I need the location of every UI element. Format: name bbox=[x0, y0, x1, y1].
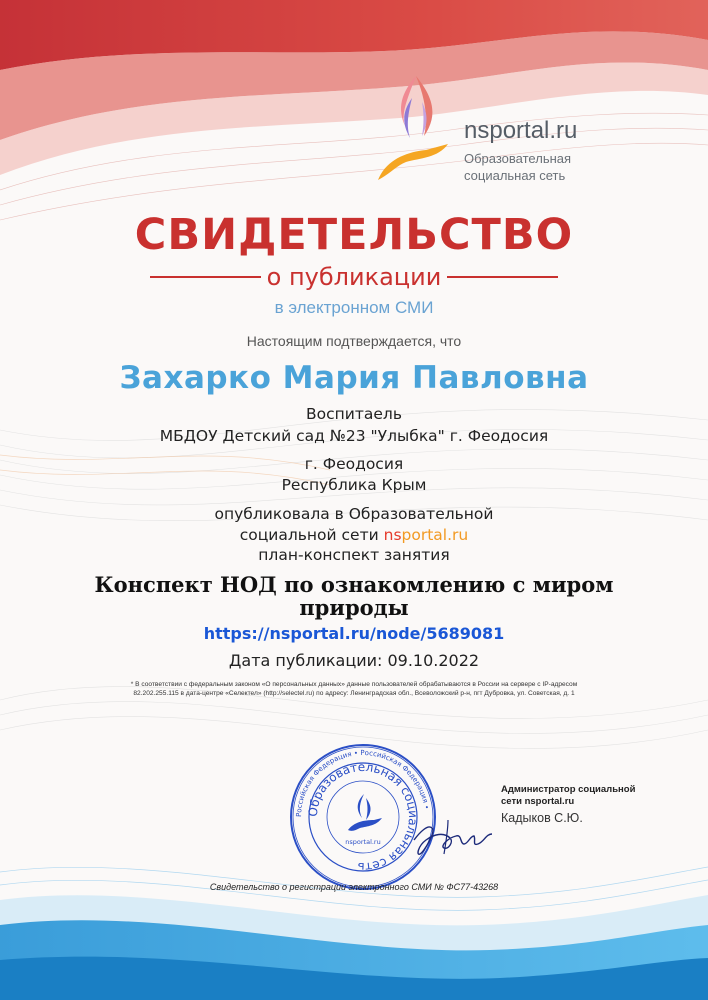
subtitle-right-line bbox=[447, 276, 558, 278]
stamp-center-text: nsportal.ru bbox=[345, 838, 381, 846]
published-line1: опубликовала в Образовательной bbox=[214, 505, 494, 523]
stamp-inner-text: Образовательная социальная сеть bbox=[305, 759, 421, 875]
brand-name: nsportal.ru bbox=[464, 117, 578, 144]
publication-url-link[interactable]: https://nsportal.ru/node/5689081 bbox=[203, 624, 505, 643]
work-type: план-конспект занятия bbox=[258, 546, 450, 564]
brand-subtitle bbox=[464, 150, 604, 184]
nsportal-logo-icon bbox=[372, 72, 452, 187]
signature-icon bbox=[408, 810, 500, 860]
subtitle-left-line bbox=[150, 276, 261, 278]
svg-text:Образовательная социальная сет bbox=[306, 760, 420, 874]
footnote-line1: * В соответствии с федеральным законом «О персональных данных» данные пользователей обрабатываются в России на сервере с IP-адресом bbox=[130, 681, 578, 688]
person-city: г. Феодосия bbox=[304, 455, 404, 473]
certificate-subtitle: о публикации bbox=[266, 263, 442, 291]
registration-text: Свидетельство о регистрации электронного СМИ № ФС77-43268 bbox=[209, 882, 499, 892]
admin-title-line1: Администратор социальной bbox=[501, 784, 636, 795]
subtitle-row bbox=[150, 262, 558, 292]
admin-title bbox=[501, 784, 661, 808]
brand-subtitle-line1: Образовательная bbox=[464, 151, 572, 166]
work-title: Конспект НОД по ознакомлению с миром природы bbox=[94, 572, 614, 620]
footnote-line2: 82.202.255.115 в дата-центре «Селектел» (http://selectel.ru) по адресу: Ленинградская обл., Всеволожский р-н, пгт Дубровка, ул. Советская, д. 1 bbox=[133, 690, 575, 697]
footnote bbox=[60, 680, 648, 698]
brand-subtitle-line2: социальная сеть bbox=[464, 168, 566, 183]
stamp-outer-text: Российская Федерация • Российская Федерация • bbox=[294, 748, 431, 818]
admin-name: Кадыков С.Ю. bbox=[501, 811, 583, 825]
person-organization: МБДОУ Детский сад №23 "Улыбка" г. Феодосия bbox=[159, 427, 549, 445]
published-portal: portal.ru bbox=[401, 526, 469, 544]
published-line2-prefix: социальной сети bbox=[239, 526, 384, 544]
confirm-text: Настоящим подтверждается, что bbox=[246, 333, 462, 349]
published-ns: ns bbox=[383, 526, 402, 544]
published-line2 bbox=[0, 526, 708, 544]
certificate-title: СВИДЕТЕЛЬСТВО bbox=[134, 210, 574, 260]
person-region: Республика Крым bbox=[281, 476, 427, 494]
admin-title-line2: сети nsportal.ru bbox=[501, 796, 575, 807]
person-position: Воспитаель bbox=[306, 405, 402, 423]
person-name: Захарко Мария Павловна bbox=[119, 360, 589, 396]
certificate-subtitle2: в электронном СМИ bbox=[274, 298, 434, 317]
publication-date: Дата публикации: 09.10.2022 bbox=[228, 651, 480, 670]
